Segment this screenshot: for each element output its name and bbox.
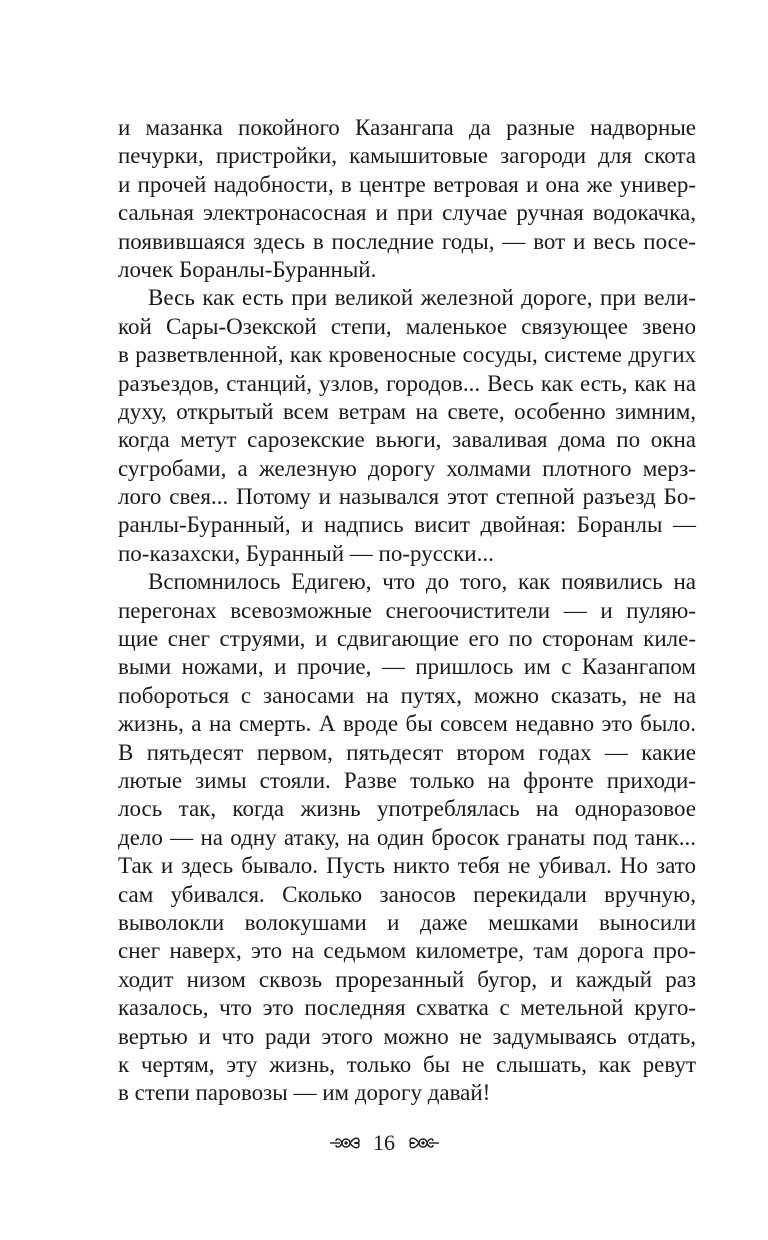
text-line: и прочей надобности, в центре ветровая и она же универ- (118, 171, 696, 197)
page-text (118, 114, 696, 1108)
text-line: Вспомнилось Едигею, что до того, как появились на (148, 569, 696, 595)
text-line: Так и здесь бывало. Пусть никто тебя не убивал. Но зато (118, 853, 696, 879)
text-line: побороться с заносами на путях, можно сказать, не на (118, 682, 696, 708)
text-line: перегонах всевозможные снегоочистители — и пуляю- (118, 597, 696, 623)
text-line: сальная электронасосная и при случае ручная водокачка, (118, 200, 696, 226)
page-number: 16 (373, 1129, 395, 1155)
paragraph-2 (118, 284, 696, 568)
text-line: духу, открытый всем ветрам на свете, особенно зимним, (118, 398, 696, 424)
text-line: в степи паровозы — им дорогу давай! (118, 1080, 491, 1106)
text-line: появившаяся здесь в последние годы, — вот и весь посе- (118, 228, 696, 254)
text-line: казалось, что это последняя схватка с метельной круго- (118, 995, 696, 1021)
text-line: выволокли волокушами и даже мешками выносили (118, 909, 696, 935)
text-line: печурки, пристройки, камышитовые загороди для скота (118, 143, 696, 169)
text-line: лютые зимы стояли. Разве только на фронте приходи- (118, 767, 696, 793)
text-line: сам убивался. Сколько заносов перекидали вручную, (118, 881, 696, 907)
paragraph-1 (118, 114, 696, 284)
text-line: выми ножами, и прочие, — пришлось им с Казангапом (118, 654, 696, 680)
text-line: вертью и что ради этого можно не задумываясь отдать, (118, 1023, 696, 1049)
text-line: ходит низом сквозь прорезанный бугор, и каждый раз (118, 966, 696, 992)
text-line: щие снег струями, и сдвигающие его по сторонам киле- (118, 626, 696, 652)
text-line: в разветвленной, как кровеносные сосуды, системе других (118, 342, 696, 368)
text-line: снег наверх, это на седьмом километре, там дорога про- (118, 938, 696, 964)
text-line: лось так, когда жизнь употреблялась на одноразовое (118, 796, 696, 822)
page-footer (0, 1128, 768, 1156)
text-line: разъездов, станций, узлов, городов... Весь как есть, как на (118, 370, 696, 396)
text-line: по-казахски, Буранный — по-русски... (118, 540, 494, 566)
text-line: В пятьдесят первом, пятьдесят втором годах — какие (118, 739, 696, 765)
text-line: лого свея... Потому и назывался этот степной разъезд Бо- (118, 484, 696, 510)
text-line: сугробами, а железную дорогу холмами плотного мерз- (118, 455, 696, 481)
ornament-left-icon (328, 1133, 362, 1153)
text-line: и мазанка покойного Казангапа да разные надворные (118, 115, 696, 140)
text-line: к чертям, эту жизнь, только бы не слышать, как ревут (118, 1051, 696, 1077)
text-line: кой Сары-Озекской степи, маленькое связующее звено (118, 313, 696, 339)
text-line: Весь как есть при великой железной дороге, при вели- (148, 285, 696, 311)
ornament-right-icon (407, 1133, 441, 1153)
text-line: когда метут сарозекские вьюги, заваливая дома по окна (118, 427, 696, 453)
text-line: лочек Боранлы-Буранный. (118, 256, 377, 282)
text-line: дело — на одну атаку, на один бросок гранаты под танк... (118, 824, 696, 850)
paragraph-3 (118, 568, 696, 1107)
text-line: ранлы-Буранный, и надпись висит двойная: Боранлы — (118, 512, 696, 538)
text-line: жизнь, а на смерть. А вроде бы совсем недавно это было. (118, 711, 696, 737)
